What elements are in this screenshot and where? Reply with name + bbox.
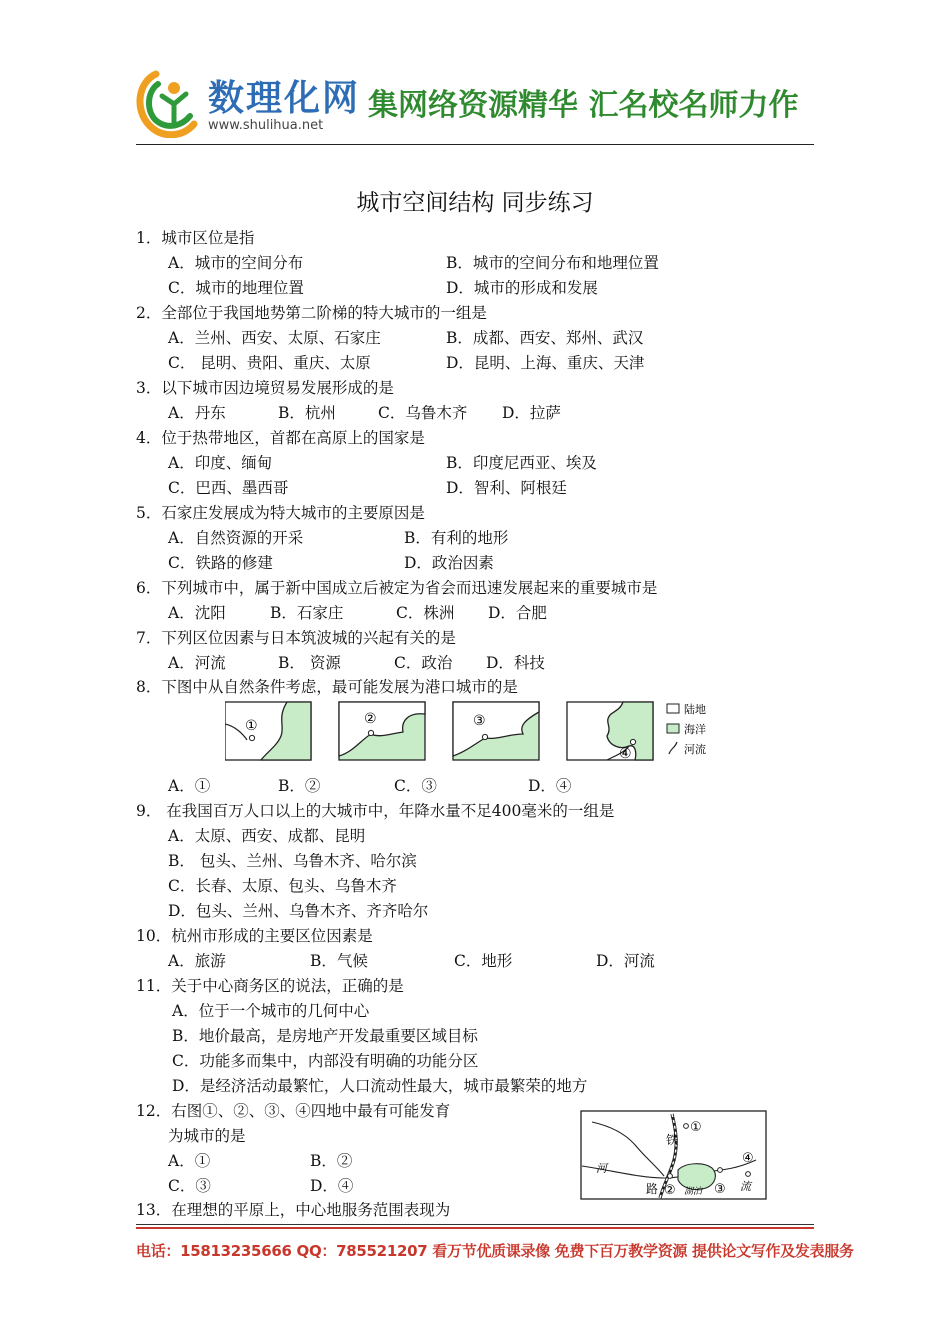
question-10: 10．杭州市形成的主要区位因素是 (136, 927, 373, 945)
question-11: 11．关于中心商务区的说法，正确的是 (136, 977, 404, 995)
option: A．太原、西安、成都、昆明 (168, 827, 366, 845)
option: A．① (168, 1152, 211, 1170)
option: D．合肥 (488, 604, 547, 622)
option: A．自然资源的开采 (168, 529, 304, 547)
option: A．① (168, 777, 211, 795)
option: B．成都、西安、郑州、武汉 (446, 329, 644, 347)
option: C．③ (168, 1177, 211, 1195)
brand-name: 数理化网 (208, 78, 361, 119)
option: B．有利的地形 (404, 529, 509, 547)
option: C．株洲 (396, 604, 455, 622)
option: B．城市的空间分布和地理位置 (446, 254, 659, 272)
port-city-maps-figure (225, 700, 725, 764)
label-lake: 湖泊 (684, 1187, 703, 1197)
legend-land: 陆地 (684, 703, 706, 716)
option: D．拉萨 (502, 404, 561, 422)
site-header (136, 68, 816, 146)
option: C．政治 (394, 654, 453, 672)
option: D．④ (310, 1177, 354, 1195)
option: C．乌鲁木齐 (378, 404, 468, 422)
map-marker-4: ④ (619, 746, 632, 762)
question-7: 7．下列区位因素与日本筑波城的兴起有关的是 (136, 629, 456, 647)
option: C． 昆明、贵阳、重庆、太原 (168, 354, 371, 372)
option: B．石家庄 (270, 604, 344, 622)
legend-sea: 海洋 (684, 723, 706, 736)
option: C．功能多而集中，内部没有明确的功能分区 (172, 1052, 479, 1070)
option: D．城市的形成和发展 (446, 279, 598, 297)
map12-marker-2: ② (664, 1183, 676, 1198)
question-9: 9． 在我国百万人口以上的大城市中，年降水量不足400毫米的一组是 (136, 802, 615, 820)
option: D．是经济活动最繁忙，人口流动性最大，城市最繁荣的地方 (172, 1077, 588, 1095)
map-2 (339, 702, 425, 760)
footer-divider (136, 1224, 814, 1229)
option: A．位于一个城市的几何中心 (172, 1002, 370, 1020)
question-2: 2．全部位于我国地势第二阶梯的特大城市的一组是 (136, 304, 487, 322)
option: B．印度尼西亚、埃及 (446, 454, 597, 472)
option: B．气候 (310, 952, 368, 970)
logo-icon (136, 68, 202, 138)
option: D．智利、阿根廷 (446, 479, 567, 497)
map-legend (667, 702, 706, 756)
question-12-cont: 为城市的是 (168, 1127, 246, 1145)
option: A．旅游 (168, 952, 226, 970)
label-rail: 铁 (666, 1133, 679, 1147)
map12-marker-1: ① (690, 1120, 702, 1135)
question-13: 13．在理想的平原上，中心地服务范围表现为 (136, 1201, 451, 1219)
question-6: 6．下列城市中，属于新中国成立后被定为省会而迅速发展起来的重要城市是 (136, 579, 658, 597)
label-river: 河 (596, 1162, 607, 1175)
option: C．③ (394, 777, 437, 795)
label-road: 路 (646, 1182, 659, 1196)
map-marker-3: ③ (473, 713, 486, 729)
question-12: 12．右图①、②、③、④四地中最有可能发育 (136, 1102, 451, 1120)
option: C．城市的地理位置 (168, 279, 304, 297)
option: D．④ (528, 777, 572, 795)
label-flow: 流 (740, 1180, 751, 1193)
option: A．沈阳 (168, 604, 226, 622)
option: D．政治因素 (404, 554, 494, 572)
option: A．兰州、西安、太原、石家庄 (168, 329, 381, 347)
page-title: 城市空间结构 同步练习 (356, 190, 594, 216)
option: C．巴西、墨西哥 (168, 479, 289, 497)
option: A．丹东 (168, 404, 226, 422)
option: A．印度、缅甸 (168, 454, 273, 472)
option: B． 包头、兰州、乌鲁木齐、哈尔滨 (168, 852, 417, 870)
option: B．地价最高，是房地产开发最重要区域目标 (172, 1027, 478, 1045)
question-5: 5．石家庄发展成为特大城市的主要原因是 (136, 504, 425, 522)
option: B．② (310, 1152, 353, 1170)
legend-river: 河流 (684, 743, 706, 756)
map-3 (453, 702, 539, 760)
question-8: 8．下图中从自然条件考虑，最可能发展为港口城市的是 (136, 678, 518, 696)
option: B． 资源 (278, 654, 341, 672)
option: B．杭州 (278, 404, 336, 422)
option: C．铁路的修建 (168, 554, 273, 572)
map-marker-2: ② (364, 711, 377, 727)
map12-marker-4: ④ (742, 1151, 754, 1166)
option: C．地形 (454, 952, 513, 970)
map12-marker-3: ③ (714, 1182, 726, 1197)
header-divider (136, 144, 814, 145)
option: C．长春、太原、包头、乌鲁木齐 (168, 877, 397, 895)
option: A．河流 (168, 654, 226, 672)
footer-contact: 电话：15813235666 QQ：785521207 看万节优质课录像 免费下百万教学资源 提供论文写作及发表服务 (136, 1242, 854, 1260)
city-location-map (580, 1110, 768, 1202)
question-1: 1．城市区位是指 (136, 229, 255, 247)
option: D．科技 (486, 654, 545, 672)
question-3: 3．以下城市因边境贸易发展形成的是 (136, 379, 394, 397)
slogan: 集网络资源精华 汇名校名师力作 (368, 88, 799, 123)
map-marker-1: ① (245, 718, 258, 734)
option: A．城市的空间分布 (168, 254, 304, 272)
option: D．河流 (596, 952, 655, 970)
option: B．② (278, 777, 321, 795)
question-4: 4．位于热带地区，首都在高原上的国家是 (136, 429, 425, 447)
brand-url[interactable]: www.shulihua.net (208, 118, 324, 133)
map-1 (225, 702, 311, 760)
lake (678, 1164, 715, 1190)
option: D．包头、兰州、乌鲁木齐、齐齐哈尔 (168, 902, 429, 920)
option: D．昆明、上海、重庆、天津 (446, 354, 645, 372)
map-4 (567, 702, 653, 762)
